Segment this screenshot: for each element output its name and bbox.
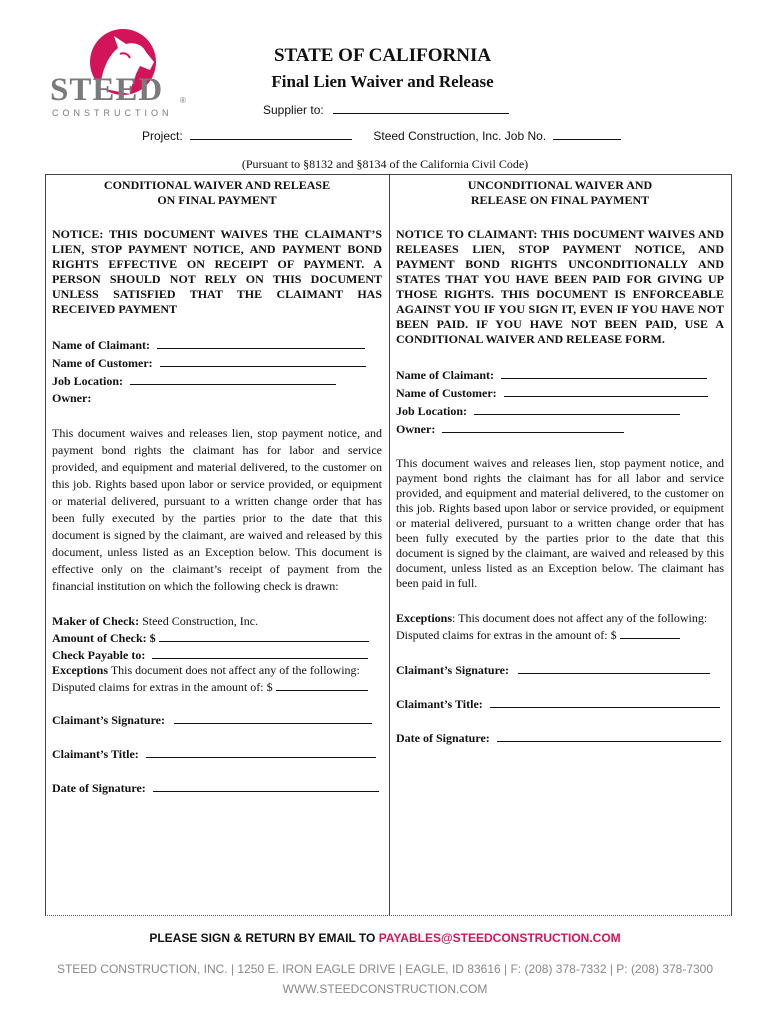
maker-of-check-label: Maker of Check: (52, 614, 140, 628)
amount-of-check-field[interactable] (159, 629, 369, 642)
left-customer-label: Name of Customer: (52, 356, 153, 370)
right-disputed-field[interactable] (620, 626, 680, 639)
right-claimant-field[interactable] (501, 366, 707, 379)
conditional-heading (52, 178, 382, 208)
left-customer-row (52, 354, 382, 372)
right-customer-label: Name of Customer: (396, 386, 497, 400)
return-instructions (0, 931, 770, 945)
return-instructions-text: PLEASE SIGN & RETURN BY EMAIL TO (149, 931, 376, 945)
left-title-row (52, 745, 382, 763)
left-title-label: Claimant’s Title: (52, 747, 139, 761)
supplier-field[interactable] (333, 101, 509, 114)
company-address: STEED CONSTRUCTION, INC. | 1250 E. IRON EAGLE DRIVE | EAGLE, ID 83616 | F: (208) 378-7332 | P: (208) 378-7300 (56, 962, 714, 976)
job-number-label: Steed Construction, Inc. Job No. (373, 129, 547, 143)
unconditional-heading-line1: UNCONDITIONAL WAIVER AND (467, 178, 653, 192)
left-claimant-field[interactable] (157, 336, 365, 349)
conditional-notice: NOTICE: THIS DOCUMENT WAIVES THE CLAIMANT’S LIEN, STOP PAYMENT NOTICE, AND PAYMENT BOND RIGHTS EFFECTIVE ON RECEIPT OF PAYMENT. A PERSON SHOULD NOT RELY ON THIS DOCUMENT UNLESS SATISFIED THAT THE CLAIMANT HAS RECEIVED PAYMENT (52, 227, 382, 316)
right-disputed-label: Disputed claims for extras in the amount of: $ (396, 628, 617, 642)
conditional-waiver-column (52, 178, 382, 797)
right-location-field[interactable] (474, 402, 680, 415)
logo-subtitle: CONSTRUCTION (52, 108, 173, 118)
right-title-row (396, 695, 724, 713)
unconditional-notice: NOTICE TO CLAIMANT: THIS DOCUMENT WAIVES AND RELEASES LIEN, STOP PAYMENT NOTICE, AND PAYMENT BOND RIGHTS UNCONDITIONALLY AND STATES THAT YOU HAVE BEEN PAID FOR GIVING UP THOSE RIGHTS. THIS DOCUMENT IS ENFORCEABLE AGAINST YOU IF YOU SIGN IT, EVEN IF YOU HAVE NOT BEEN PAID. IF YOU HAVE NOT BEEN PAID, USE A CONDITIONAL WAIVER AND RELEASE FORM. (396, 227, 724, 346)
logo-wordmark: STEED (50, 72, 164, 108)
document-header (200, 44, 565, 94)
maker-of-check-value: Steed Construction, Inc. (142, 614, 259, 628)
amount-of-check-label: Amount of Check: $ (52, 631, 156, 645)
left-claimant-label: Name of Claimant: (52, 338, 150, 352)
left-exceptions-text: This document does not affect any of the following: (110, 663, 360, 677)
right-signature-row (396, 661, 724, 679)
right-date-row (396, 729, 724, 747)
payables-email-link[interactable]: PAYABLES@STEEDCONSTRUCTION.COM (378, 931, 621, 945)
unconditional-heading-line2: RELEASE ON FINAL PAYMENT (470, 193, 650, 207)
left-location-field[interactable] (130, 372, 336, 385)
right-claimant-row (396, 366, 724, 384)
project-label: Project: (142, 129, 183, 143)
right-exceptions: Exceptions: This document does not affect any of the following: Disputed claims for extras in the amount of: $ (396, 611, 708, 642)
left-customer-field[interactable] (160, 354, 366, 367)
right-owner-field[interactable] (442, 420, 624, 433)
left-disputed-label: Disputed claims for extras in the amount of: $ (52, 680, 273, 694)
right-date-field[interactable] (497, 729, 721, 742)
check-payable-field[interactable] (152, 646, 368, 659)
right-exceptions-label: Exceptions (396, 611, 453, 625)
project-field[interactable] (190, 127, 352, 140)
left-location-row (52, 372, 382, 390)
left-title-field[interactable] (146, 745, 376, 758)
right-date-label: Date of Signature: (396, 731, 490, 745)
right-location-label: Job Location: (396, 404, 468, 418)
left-exceptions-label: Exceptions (52, 663, 109, 677)
project-row (142, 127, 621, 143)
supplier-row (263, 101, 509, 117)
job-number-field[interactable] (553, 127, 621, 140)
logo-registered-mark: ® (180, 96, 186, 105)
right-customer-row (396, 384, 724, 402)
unconditional-heading (396, 178, 724, 208)
unconditional-body-text: This document waives and releases lien, stop payment notice, and payment bond rights the claimant has for all labor and service provided, and equipment and material delivered, to the customer on this job. Rights based upon labor or service provided, or equipment or material delivered, pursuant to a written change order that has been fully executed by the parties prior to the date that this document is signed by the claimant, are waived and released by this document, unless listed as an Exception below. The claimant has been paid in full. (396, 456, 724, 590)
left-date-field[interactable] (153, 779, 379, 792)
conditional-heading-line2: ON FINAL PAYMENT (157, 193, 277, 207)
right-signature-field[interactable] (518, 661, 710, 674)
civil-code-note: (Pursuant to §8132 and §8134 of the California Civil Code) (241, 157, 529, 171)
column-divider (389, 174, 390, 915)
left-owner-row (52, 390, 382, 407)
right-title-label: Claimant’s Title: (396, 697, 483, 711)
right-exceptions-text: This document does not affect any of the following: (458, 611, 708, 625)
company-website-link[interactable]: WWW.STEEDCONSTRUCTION.COM (282, 982, 488, 996)
left-signature-label: Claimant’s Signature: (52, 713, 166, 727)
supplier-label: Supplier to: (263, 103, 324, 117)
left-disputed-field[interactable] (276, 678, 368, 691)
right-owner-row (396, 420, 724, 438)
conditional-body-text: This document waives and releases lien, stop payment notice, and payment bond rights the claimant has for labor and service provided, and equipment and material delivered, to the customer on this job. Rights based upon labor or service provided, or equipment or material delivered, pursuant to a written change order that has been fully executed by the parties prior to the date that this document is signed by the claimant, are waived and released by this document, unless listed as an Exception below. This document is effective only on the claimant’s receipt of payment from the financial institution on which the following check is drawn: (52, 426, 382, 593)
document-title-state: STATE OF CALIFORNIA (273, 45, 492, 66)
left-signature-field[interactable] (174, 711, 372, 724)
right-signature-label: Claimant’s Signature: (396, 663, 510, 677)
left-date-row (52, 779, 382, 797)
right-owner-label: Owner: (396, 422, 436, 436)
left-date-label: Date of Signature: (52, 781, 146, 795)
left-location-label: Job Location: (52, 374, 124, 388)
left-owner-label: Owner: (52, 391, 92, 405)
right-title-field[interactable] (490, 695, 720, 708)
conditional-heading-line1: CONDITIONAL WAIVER AND RELEASE (103, 178, 331, 192)
document-title: Final Lien Waiver and Release (271, 72, 494, 91)
left-signature-row (52, 711, 382, 729)
right-claimant-label: Name of Claimant: (396, 368, 494, 382)
company-logo (38, 26, 188, 122)
right-location-row (396, 402, 724, 420)
right-customer-field[interactable] (504, 384, 708, 397)
unconditional-waiver-column (396, 178, 724, 747)
check-details (52, 614, 382, 695)
left-claimant-row (52, 336, 382, 354)
check-payable-label: Check Payable to: (52, 648, 146, 662)
